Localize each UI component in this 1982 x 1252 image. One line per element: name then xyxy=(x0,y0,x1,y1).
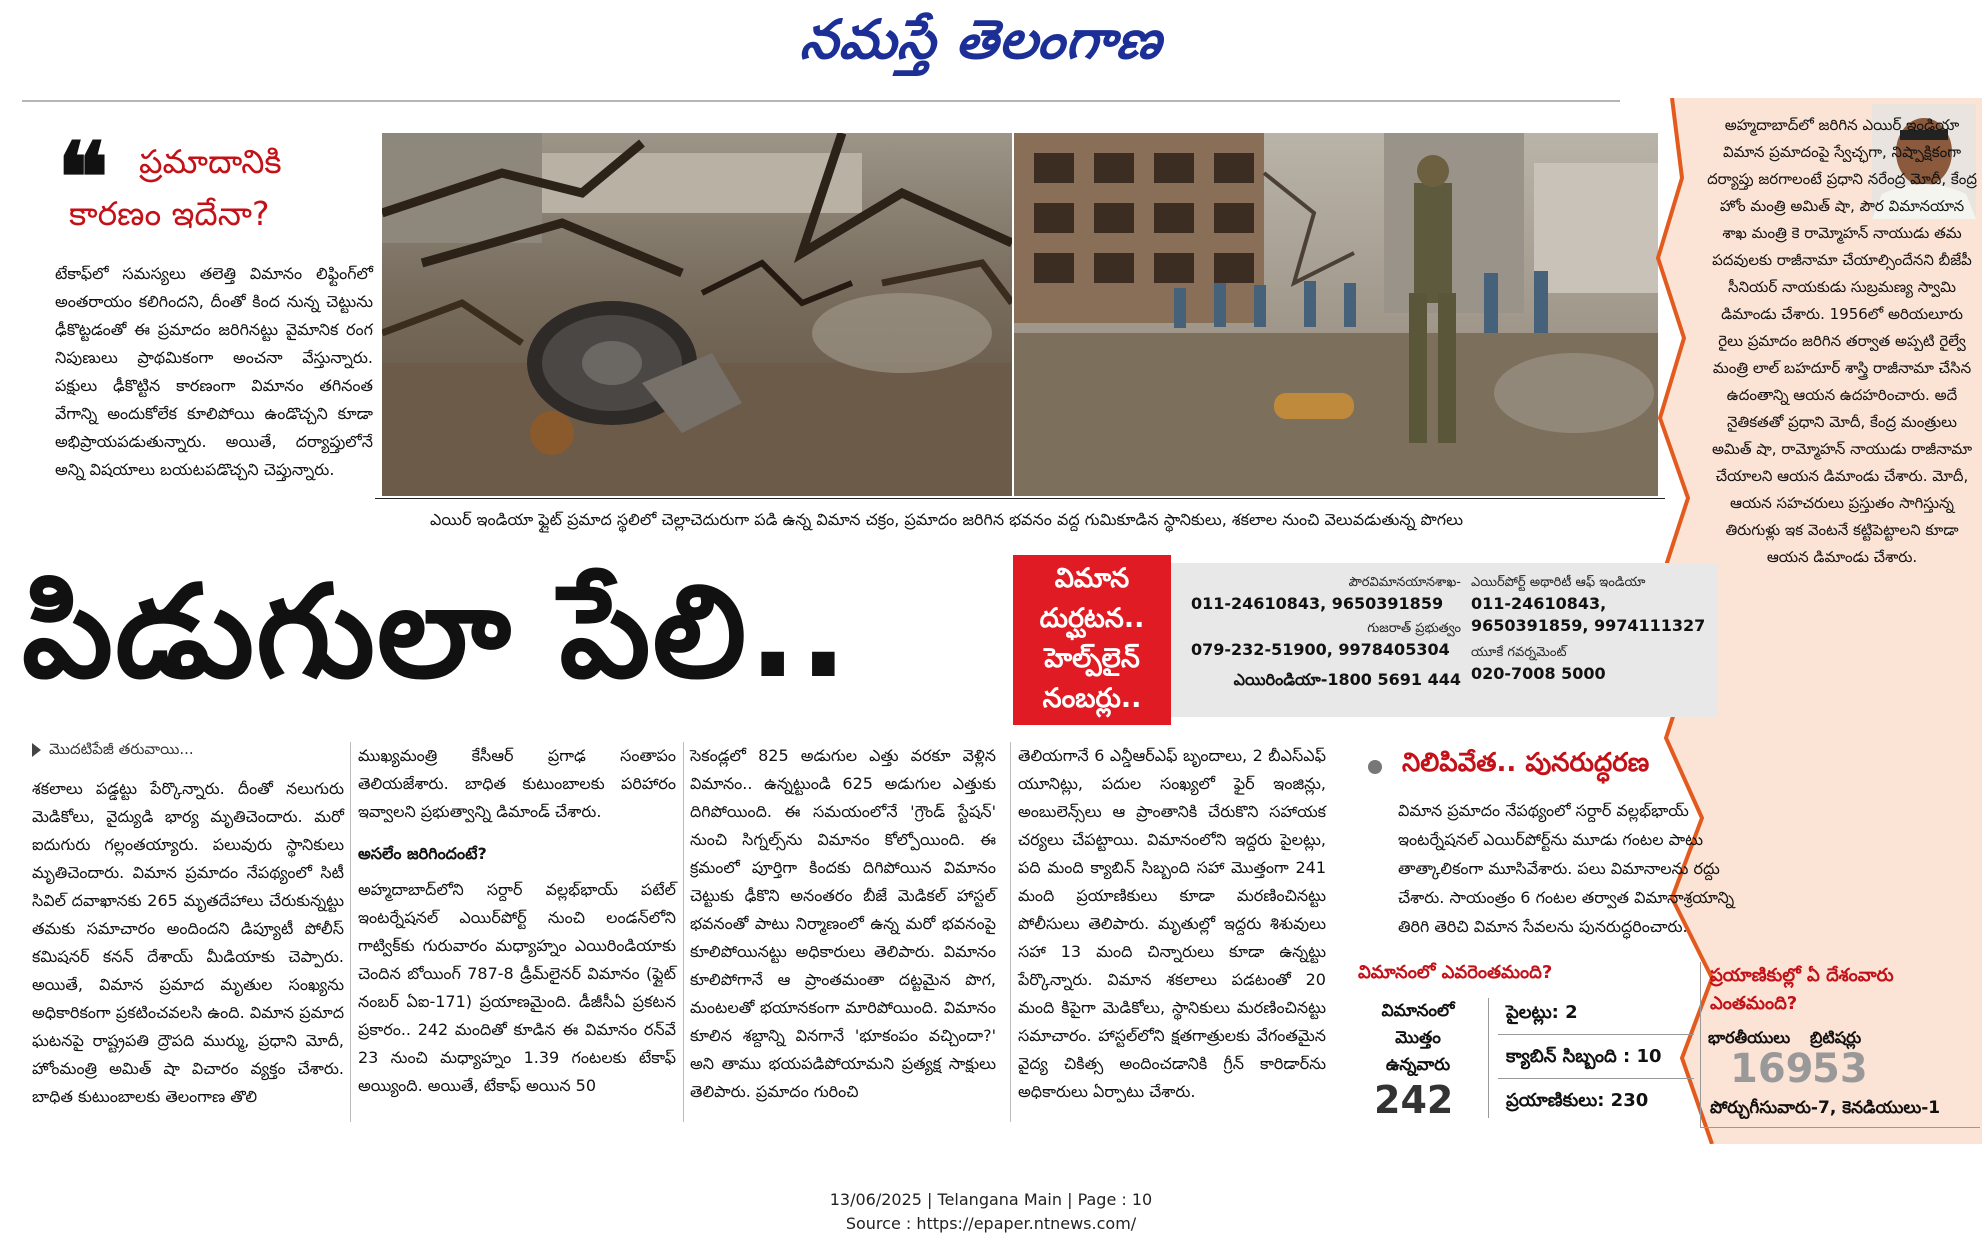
nationality-stats-title: ప్రయాణికుల్లో ఏ దేశంవారు ఎంతమంది? xyxy=(1710,965,1894,1014)
article-paragraph: సెకండ్లలో 825 అడుగుల ఎత్తు వరకూ వెళ్లిన విమానం.. ఉన్నట్టుండి 625 అడుగుల ఎత్తుకు దిగిపోయింది. ఈ సమయంలోనే 'గ్రౌండ్ స్టేషన్' నుంచి సిగ్నల్స్‌ను విమానం కోల్పోయింది. ఈ క్రమంలో పూర్తిగా కిందకు దిగిపోయిన విమానం చెట్టుకు ఢీకొని అనంతరం బీజే మెడికల్ హాస్టల్ భవనంతో పాటు నిర్మాణంలో ఉన్న మరో భవనంపై కూలిపోయినట్టు అధికారులు తెలిపారు. విమానం కూలిపోగానే ఆ ప్రాంతమంతా దట్టమైన పొగ, మంటలతో భయానకంగా మారిపోయింది. విమానం కూలిన శబ్దాన్ని వినగానే 'భూకంపం వచ్చిందా?' అని తాము భయపడిపోయామని ప్రత్యక్ష సాక్షులు తెలిపారు. ప్రమాదం గురించి xyxy=(690,746,996,1101)
helpline-box xyxy=(1013,555,1718,725)
article-subheading: అసలేం జరిగిందంటే? xyxy=(358,844,487,863)
suspension-restoration-box xyxy=(1362,748,1735,943)
helpline-badge xyxy=(1013,555,1171,725)
british-count: 53 xyxy=(1812,1046,1868,1092)
top-divider xyxy=(22,100,1620,102)
stats-divider xyxy=(1488,998,1489,1118)
masthead xyxy=(0,0,1982,98)
indian-count: 169 xyxy=(1730,1046,1814,1092)
newspaper-title: నమస్తే తెలంగాణ xyxy=(798,8,1165,71)
suspension-heading: నిలిపివేత.. పునరుద్ధరణ xyxy=(1402,748,1650,778)
article-column-3 xyxy=(690,742,996,1106)
article-paragraph: తెలియగానే 6 ఎన్డీఆర్‌ఎఫ్ బృందాలు, 2 బీఎస్‌ఎఫ్ యూనిట్లు, పదుల సంఖ్యలో ఫైర్ ఇంజిన్లు, అంబులెన్స్‌లు ఆ ప్రాంతానికి చేరుకొని సహాయక చర్యలు చేపట్టాయి. విమానంలోని ఇద్దరు పైలట్లు, పది మంది క్యాబిన్ సిబ్బంది సహా మొత్తంగా 241 మంది ప్రయాణికులు కూడా మరణించినట్టు పోలీసులు తెలిపారు. మృతుల్లో ఇద్దరు శిశువులు సహా 13 మంది చిన్నారులు కూడా ఉన్నట్టు పేర్కొన్నారు. విమాన శకలాలు పడటంతో 20 మంది కిపైగా మెడికోలు, స్థానికులు మరణించినట్టు సమాచారం. హాస్టల్‌లోని క్షతగాత్రులకు వేగంతమైన వైద్య చికిత్స అందించడానికి గ్రీన్ కారిడార్‌ను అధికారులు ఏర్పాటు చేశారు. xyxy=(1018,746,1326,1101)
page-footer xyxy=(0,1188,1982,1236)
quote-body-text: టేకాఫ్‌లో సమస్యలు తలెత్తి విమానం లిఫ్టింగ్‌లో అంతరాయం కలిగిందని, దీంతో కింద నున్న చెట్టును ఢీకొట్టడంతో ఈ ప్రమాదం జరిగినట్టు వైమానిక రంగ నిపుణులు ప్రాథమికంగా అంచనా వేస్తున్నారు. పక్షులు ఢీకొట్టిన కారణంగా విమానం తగినంత వేగాన్ని అందుకోలేక కూలిపోయి ఉండొచ్చని కూడా అభిప్రాయపడుతున్నారు. అయితే, దర్యాప్తులోనే అన్ని విషయాలు బయటపడొచ్చని చెప్తున్నారు. xyxy=(55,264,373,479)
aai-label: ఎయిర్‌పోర్ట్ అథారిటీ ఆఫ్ ఇండియా xyxy=(1471,575,1646,590)
cabin-crew-count: క్యాబిన్ సిబ్బంది : 10 xyxy=(1506,1046,1662,1067)
aai-numbers-1: 011-24610843, xyxy=(1471,594,1607,613)
gujarat-govt-numbers: 079-232-51900, 9978405304 xyxy=(1191,640,1450,659)
gujarat-govt-label: గుజరాత్ ప్రభుత్వం xyxy=(1367,621,1461,636)
article-paragraph: అహ్మదాబాద్‌లోని సర్దార్ వల్లభ్‌భాయ్ పటేల్ ఇంటర్నేషనల్ ఎయిర్‌పోర్ట్ నుంచి లండన్‌లోని గాట్విక్‌కు గురువారం మధ్యాహ్నం ఎయిరిండియాకు చెందిన బోయింగ్ 787-8 డ్రీమ్‌లైనర్ విమానం (ఫ్లైట్ నంబర్ ఏఐ-171) ప్రయాణమైంది. డీజీసీఏ ప్రకటన ప్రకారం.. 242 మందితో కూడిన ఈ విమానం రన్‌వే 23 నుంచి మధ్యాహ్నం 1.39 గంటలకు టేకాఫ్ అయ్యింది. అయితే, టేకాఫ్ అయిన 50 xyxy=(358,880,676,1095)
continued-from-front-page xyxy=(32,740,332,762)
column-divider xyxy=(683,742,684,1122)
helpline-badge-line: దుర్ఘటన.. xyxy=(1039,603,1145,634)
column-divider xyxy=(1010,742,1011,1122)
nationality-stats-box xyxy=(1700,962,1980,1128)
main-headline: పిడుగులా పేలి.. xyxy=(22,558,850,707)
wreckage-wheel-photo xyxy=(382,133,1012,496)
onboard-total-label: విమానంలో మొత్తం ఉన్నవారు xyxy=(1381,1001,1455,1075)
sidebar-text: అహ్మదాబాద్‌లో జరిగిన ఎయిర్ ఇండియా విమాన ప్రమాదంపై స్వేచ్ఛగా, నిష్పాక్షికంగా దర్యాప్తు జరగాలంటే ప్రధాని నరేంద్ర మోదీ, కేంద్ర హోం మంత్రి అమిత్ షా, పౌర విమానయాన శాఖ మంత్రి కె రామ్మోహన్ నాయుడు తమ పదవులకు రాజీనామా చేయాల్సిందేనని బీజేపీ సీనియర్ నాయకుడు సుబ్రమణ్య స్వామి డిమాండు చేశారు. 1956లో అరియలూరు రైలు ప్రమాదం జరిగిన తర్వాత అప్పటి రైల్వే మంత్రి లాల్ బహదూర్ శాస్త్రి రాజీనామా చేసిన ఉదంతాన్ని ఆయన ఉదహరించారు. అదే నైతికతతో ప్రధాని మోదీ, కేంద్ర మంత్రులు అమిత్ షా, రామ్మోహన్ నాయుడు రాజీనామా చేయాలని ఆయన డిమాండు చేశారు. మోదీ, ఆయన సహచరులు ప్రస్తుతం సాగిస్తున్న తిరుగుళ్లు ఇక వెంటనే కట్టిపెట్టాలని కూడా ఆయన డిమాండు చేశారు. xyxy=(1707,116,1977,566)
civil-aviation-label: పౌరవిమానయానశాఖ- xyxy=(1348,575,1461,590)
arrow-right-icon xyxy=(32,743,41,757)
stats-divider xyxy=(1498,1078,1694,1079)
suspension-body: విమాన ప్రమాదం నేపథ్యంలో సర్దార్ వల్లభ్‌భాయ్ ఇంటర్నేషనల్ ఎయిర్‌పోర్ట్‌ను మూడు గంటల పాటు తాత్కాలికంగా మూసివేశారు. పలు విమానాలను రద్దు చేశారు. సాయంత్రం 6 గంటల తర్వాత విమానాశ్రయాన్ని తిరిగి తెరిచి విమాన సేవలను పునరుద్ధరించారు. xyxy=(1398,801,1735,936)
uk-govt-label: యూకే గవర్నమెంట్ xyxy=(1471,645,1567,660)
quote-heading-line2: కారణం ఇదేనా? xyxy=(69,194,270,233)
other-nationalities: పోర్చుగీసువారు-7, కెనడియులు-1 xyxy=(1710,1098,1941,1118)
article-paragraph: శకలాలు పడ్డట్టు పేర్కొన్నారు. దీంతో నలుగురు మెడికోలు, వైద్యుడి భార్య మృతిచెందారు. మరో ఐదుగురు గల్లంతయ్యారు. పలువురు స్థానికులు మృతిచెందారు. విమాన ప్రమాదం నేపథ్యంలో సిటీ సివిల్ దవాఖానకు 265 మృతదేహాలు చేరుకున్నట్టు తమకు సమాచారం అందిందని డిప్యూటీ పోలీస్ కమిషనర్ కనన్ దేశాయ్ మీడియాకు చెప్పారు. అయితే, విమాన ప్రమాద మృతుల సంఖ్యను అధికారికంగా ప్రకటించవలసి ఉంది. విమాన ప్రమాద ఘటనపై రాష్ట్రపతి ద్రౌపది ముర్ము, ప్రధాని మోదీ, హోంమంత్రి అమిత్ షా విచారం వ్యక్తం చేశారు. బాధిత కుటుంబాలకు తెలంగాణ తొలి xyxy=(32,779,344,1106)
passengers-count: ప్రయాణికులు: 230 xyxy=(1506,1090,1649,1111)
indian-label: భారతీయులు xyxy=(1708,1028,1791,1047)
helpline-badge-line: విమాన xyxy=(1054,563,1130,594)
aai-numbers-2: 9650391859, 9974111327 xyxy=(1471,616,1706,635)
onboard-total-count: 242 xyxy=(1374,1078,1454,1122)
civil-aviation-numbers: 011-24610843, 9650391859 xyxy=(1191,594,1444,613)
continued-label: మొదటిపేజీ తరువాయి... xyxy=(49,740,194,758)
article-column-2 xyxy=(358,742,676,1100)
cause-quote-box xyxy=(55,121,375,536)
onboard-stats-title: విమానంలో ఎవరెంతమంది? xyxy=(1358,962,1553,983)
helpline-numbers xyxy=(1171,563,1718,717)
edition-info: 13/06/2025 | Telangana Main | Page : 10 xyxy=(829,1190,1153,1209)
crash-site-building-photo xyxy=(1014,133,1658,496)
bullet-icon xyxy=(1368,760,1382,774)
caption-divider xyxy=(375,498,1665,499)
onboard-stats-box xyxy=(1358,962,1688,1128)
article-paragraph: ముఖ్యమంత్రి కేసీఆర్ ప్రగాఢ సంతాపం తెలియజేశారు. బాధిత కుటుంబాలకు పరిహారం ఇవ్వాలని ప్రభుత్వాన్ని డిమాండ్ చేశారు. xyxy=(358,746,676,821)
pilots-count: పైలట్లు: 2 xyxy=(1506,1002,1578,1023)
uk-govt-number: 020-7008 5000 xyxy=(1471,664,1606,683)
article-column-4 xyxy=(1018,742,1326,1106)
quote-mark-icon: ❝ xyxy=(57,121,109,234)
article-column-1 xyxy=(32,775,344,1111)
airindia-number: ఎయిరిండియా-1800 5691 444 xyxy=(1233,670,1461,689)
quote-heading-line1: ప్రమాదానికి xyxy=(139,142,282,181)
helpline-badge-line: నంబర్లు.. xyxy=(1042,683,1142,714)
british-label: బ్రిటిషర్లు xyxy=(1810,1028,1862,1047)
stats-divider xyxy=(1498,1034,1694,1035)
column-divider xyxy=(350,742,351,1122)
photo-caption: ఎయిర్ ఇండియా ఫ్లైట్ ప్రమాద స్థలిలో చెల్లాచెదురుగా పడి ఉన్న విమాన చక్రం, ప్రమాదం జరిగిన భవనం వద్ద గుమికూడిన స్థానికులు, శకలాల నుంచి వెలువడుతున్న పొగలు xyxy=(430,510,1463,529)
source-link[interactable]: Source : https://epaper.ntnews.com/ xyxy=(845,1214,1137,1233)
helpline-badge-line: హెల్ప్‌లైన్ xyxy=(1044,643,1140,674)
